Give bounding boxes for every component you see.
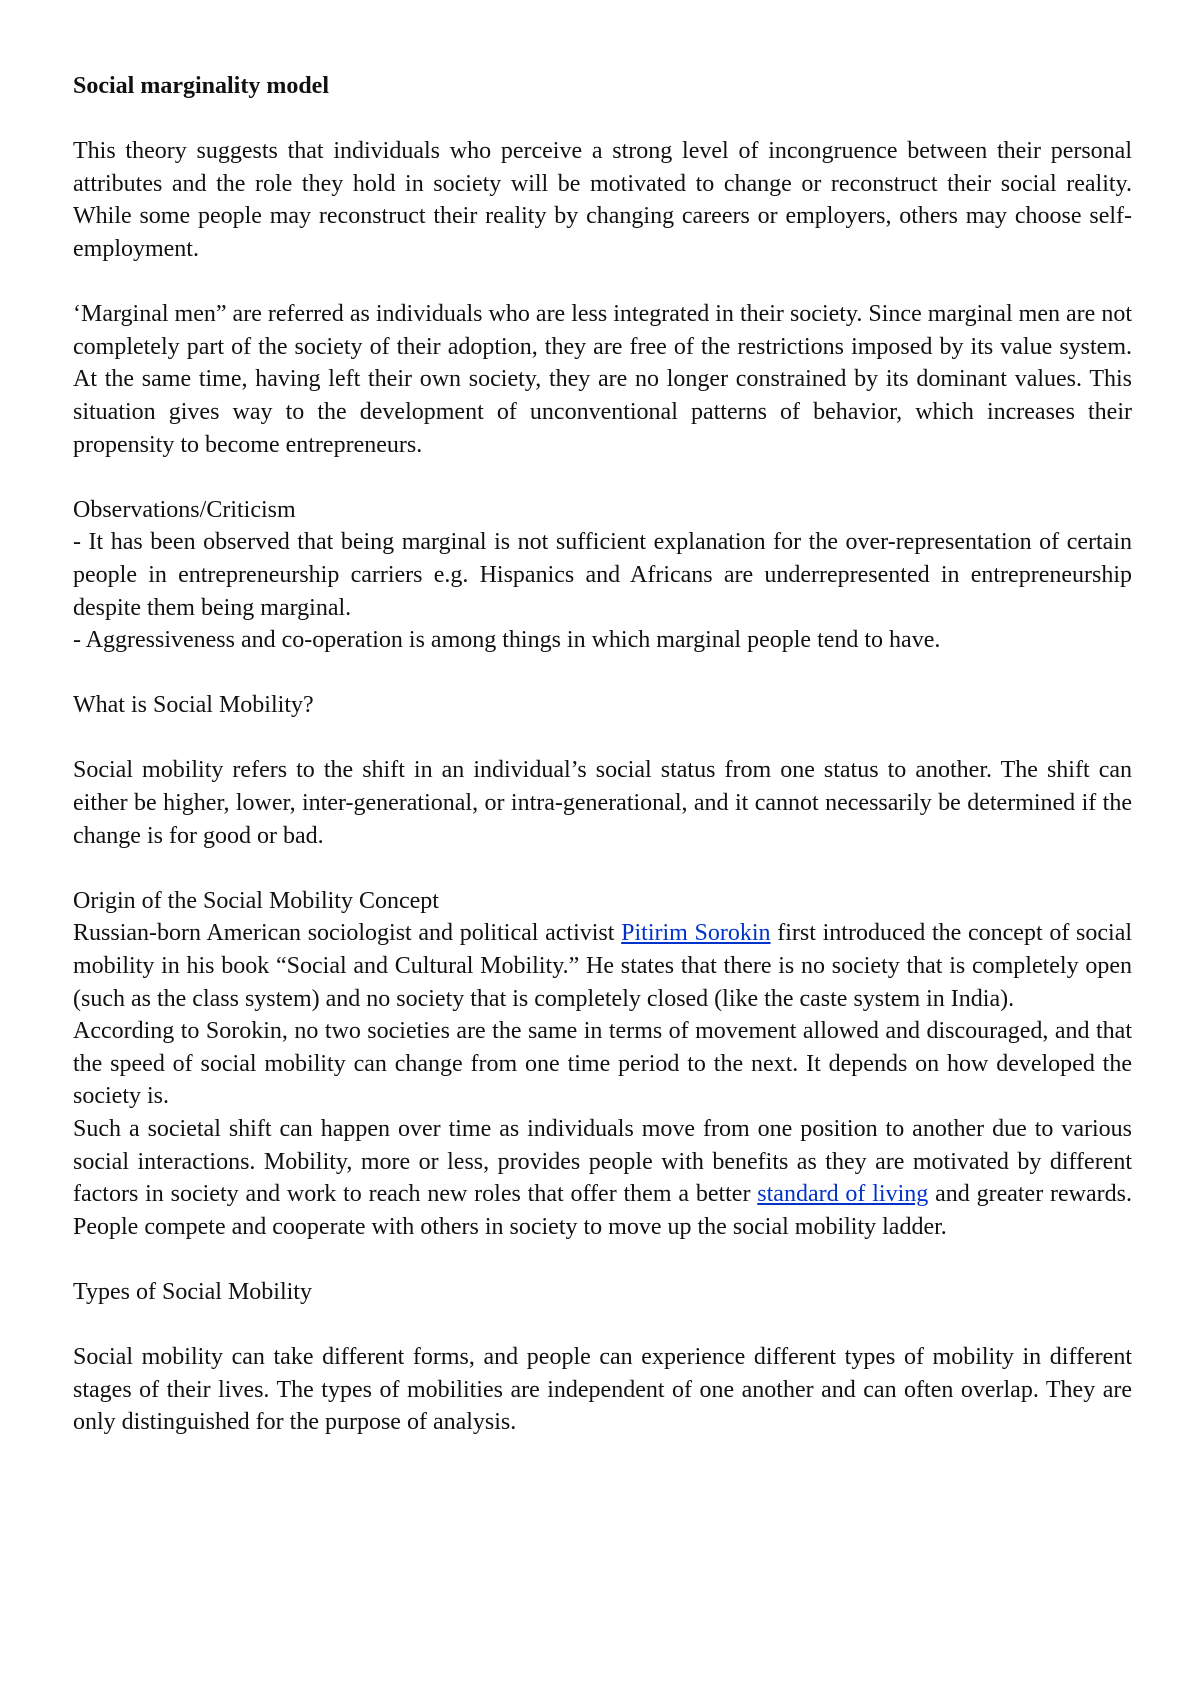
paragraph-origin-3 xyxy=(73,1113,1132,1243)
observation-item-1: - It has been observed that being marginal is not sufficient explanation for the over-representation of certain people in entrepreneurship carriers e.g. Hispanics and Africans are underrepresented in entrepreneurship despite them being marginal. xyxy=(73,529,1132,621)
heading-origin: Origin of the Social Mobility Concept xyxy=(73,887,439,914)
spacer xyxy=(73,722,1132,755)
origin-text-after-link: first introduced the concept of social mobility in his book “Social and Cultural Mobility.” He states that there is no society that is completely open (such as the class system) and no society that is completely closed (like the caste system in India). xyxy=(73,920,1133,1012)
paragraph-origin-1 xyxy=(73,917,1132,1015)
spacer xyxy=(73,266,1132,299)
spacer xyxy=(73,1243,1132,1276)
spacer xyxy=(73,852,1132,885)
origin3-text-after-link: and greater rewards. People compete and cooperate with others in society to move up the social mobility ladder. xyxy=(73,1181,1132,1240)
paragraph-intro: This theory suggests that individuals who perceive a strong level of incongruence between their personal attributes and the role they hold in society will be motivated to change or reconstruct their social reality. While some people may reconstruct their reality by changing careers or employers, others may choose self-employment. xyxy=(73,138,1132,262)
spacer xyxy=(73,103,1132,136)
paragraph-social-mobility: Social mobility refers to the shift in an individual’s social status from one status to another. The shift can either be higher, lower, inter-generational, or intra-generational, and it cannot necessarily be determined if the change is for good or bad. xyxy=(73,757,1132,849)
paragraph-marginal-men: ‘Marginal men” are referred as individuals who are less integrated in their society. Since marginal men are not completely part of the society of their adoption, they are free of the restrictions imposed by its value system. At the same time, having left their own society, they are no longer constrained by its dominant values. This situation gives way to the development of unconventional patterns of behavior, which increases their propensity to become entrepreneurs. xyxy=(73,301,1132,458)
origin-text-before-link: Russian-born American sociologist and political activist xyxy=(73,920,622,947)
heading-social-mobility: What is Social Mobility? xyxy=(73,692,314,719)
document-title: Social marginality model xyxy=(73,73,329,99)
spacer xyxy=(73,461,1132,494)
document-page xyxy=(73,70,1132,1439)
link-pitirim-sorokin[interactable]: Pitirim Sorokin xyxy=(621,920,771,947)
origin3-text-before-link: Such a societal shift can happen over time as individuals move from one position to another due to various social interactions. Mobility, more or less, provides people with benefits as they are motivated by different factors in society and work to reach new roles that offer them a better xyxy=(73,1116,1132,1208)
paragraph-types: Social mobility can take different forms, and people can experience different types of mobility in different stages of their lives. The types of mobilities are independent of one another and can often overlap. They are only distinguished for the purpose of analysis. xyxy=(73,1344,1132,1436)
link-standard-of-living[interactable]: standard of living xyxy=(757,1181,929,1208)
heading-observations: Observations/Criticism xyxy=(73,496,296,523)
spacer xyxy=(73,1309,1132,1342)
spacer xyxy=(73,657,1132,690)
paragraph-origin-2: According to Sorokin, no two societies are the same in terms of movement allowed and discouraged, and that the speed of social mobility can change from one time period to the next. It depends on how developed the society is. xyxy=(73,1018,1132,1110)
observation-item-2: - Aggressiveness and co-operation is among things in which marginal people tend to have. xyxy=(73,627,941,654)
heading-types: Types of Social Mobility xyxy=(73,1278,312,1305)
